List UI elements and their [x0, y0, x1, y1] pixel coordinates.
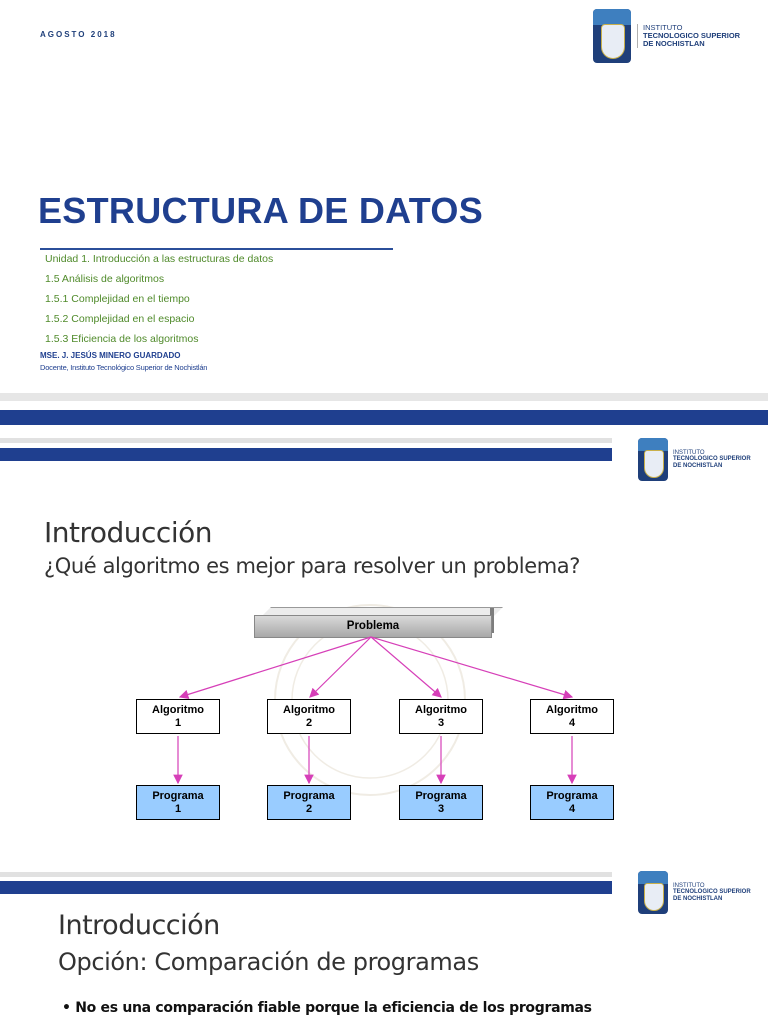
- subtitle-subtopic: 1.5.2 Complejidad en el espacio: [45, 313, 195, 325]
- problem-box: Problema: [254, 615, 492, 638]
- slide-subheading: Opción: Comparación de programas: [58, 948, 479, 976]
- institute-seal-icon: [638, 871, 668, 914]
- algorithm-box-3: Algoritmo 3: [399, 699, 483, 734]
- institute-logo-text: INSTITUTO TECNOLOGICO SUPERIOR DE NOCHISTLAN: [673, 450, 751, 469]
- algorithm-box-4: Algoritmo 4: [530, 699, 614, 734]
- subtitle-subtopic: 1.5.3 Eficiencia de los algoritmos: [45, 333, 199, 345]
- presentation-title: ESTRUCTURA DE DATOS: [38, 190, 484, 231]
- program-box-3: Programa 3: [399, 785, 483, 820]
- institute-logo-text: INSTITUTO TECNOLOGICO SUPERIOR DE NOCHISTLAN: [673, 883, 751, 902]
- author-name: MSE. J. JESÚS MINERO GUARDADO: [40, 351, 181, 360]
- program-box-2: Programa 2: [267, 785, 351, 820]
- bullet-text: No es una comparación fiable porque la eficiencia de los programas: [75, 1000, 592, 1016]
- slide-heading: Introducción: [44, 516, 212, 549]
- slide-question: ¿Qué algoritmo es mejor para resolver un problema?: [44, 554, 580, 578]
- arrow-problem-to-algorithm-3: [371, 637, 441, 697]
- slide-date: AGOSTO 2018: [40, 30, 117, 39]
- slide-heading: Introducción: [58, 910, 220, 941]
- algorithm-box-2: Algoritmo 2: [267, 699, 351, 734]
- bullet-item: [62, 1000, 592, 1016]
- slide-header-gray: [0, 872, 612, 877]
- institute-logo-text: INSTITUTO TECNOLOGICO SUPERIOR DE NOCHISTLAN: [637, 24, 740, 48]
- arrow-problem-to-algorithm-1: [180, 637, 371, 697]
- bullet-dot-icon: •: [62, 1000, 71, 1016]
- subtitle-unit: Unidad 1. Introducción a las estructuras de datos: [45, 253, 274, 265]
- algorithm-box-1: Algoritmo 1: [136, 699, 220, 734]
- institute-logo: [638, 871, 751, 914]
- program-box-1: Programa 1: [136, 785, 220, 820]
- subtitle-subtopic: 1.5.1 Complejidad en el tiempo: [45, 293, 190, 305]
- subtitle-topic: 1.5 Análisis de algoritmos: [45, 273, 165, 285]
- arrow-problem-to-algorithm-4: [371, 637, 572, 697]
- author-role: Docente, Instituto Tecnológico Superior de Nochistlán: [40, 363, 208, 372]
- program-box-4: Programa 4: [530, 785, 614, 820]
- slide-header-bar: [0, 881, 612, 894]
